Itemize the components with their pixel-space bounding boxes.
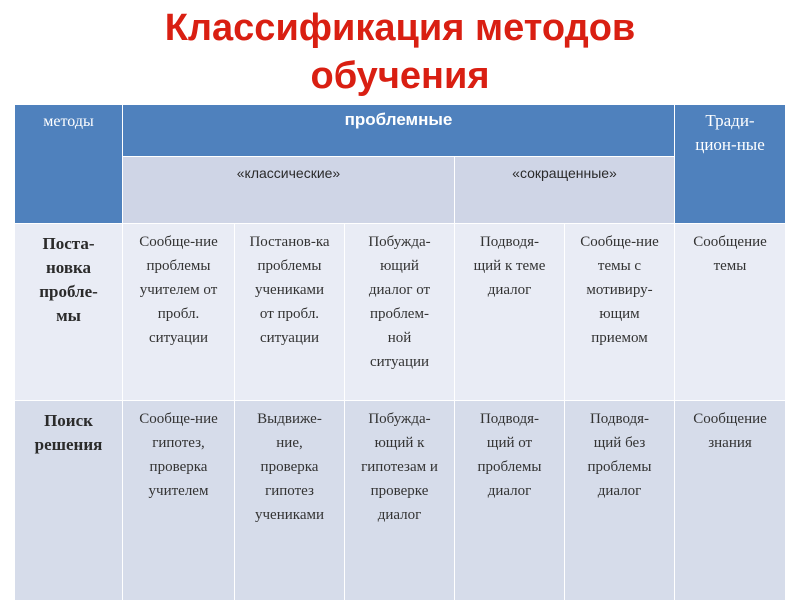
row-label-text: Поиск решения bbox=[34, 411, 103, 454]
cell-text: Побужда- ющий диалог от проблем- ной ситуации bbox=[368, 234, 431, 370]
row-label bbox=[15, 401, 123, 600]
table-cell bbox=[565, 224, 675, 401]
table-cell bbox=[345, 401, 455, 600]
cell-text: Подводя- щий без проблемы диалог bbox=[587, 411, 652, 499]
table-cell bbox=[123, 224, 235, 401]
title-line-2: обучения bbox=[310, 55, 490, 97]
cell-text: Сообщение темы bbox=[693, 234, 767, 274]
title-line-1: Классификация методов bbox=[164, 7, 636, 49]
table-row bbox=[15, 401, 786, 600]
row-label-text: Поста- новка пробле- мы bbox=[39, 234, 98, 325]
cell-text: Подводя- щий от проблемы диалог bbox=[477, 411, 542, 499]
subheader-short: «сокращенные» bbox=[455, 157, 675, 224]
table-cell bbox=[345, 224, 455, 401]
cell-text: Побужда- ющий к гипотезам и проверке диалог bbox=[361, 411, 438, 523]
header-row bbox=[15, 105, 786, 157]
table-cell bbox=[235, 401, 345, 600]
table-row bbox=[15, 224, 786, 401]
header-traditional-text: Тради- цион-ные bbox=[695, 111, 765, 154]
header-traditional bbox=[675, 105, 786, 224]
cell-text: Сообще-ние проблемы учителем от пробл. ситуации bbox=[139, 234, 218, 346]
subheader-row bbox=[15, 157, 786, 224]
table-cell bbox=[565, 401, 675, 600]
slide-title bbox=[0, 0, 800, 100]
table-cell bbox=[675, 401, 786, 600]
table-cell bbox=[455, 401, 565, 600]
cell-text: Сообще-ние гипотез, проверка учителем bbox=[139, 411, 218, 499]
cell-text: Постанов-ка проблемы учениками от пробл. ситуации bbox=[249, 234, 330, 346]
table-cell bbox=[123, 401, 235, 600]
table-cell bbox=[455, 224, 565, 401]
methods-table bbox=[14, 104, 786, 600]
cell-text: Подводя- щий к теме диалог bbox=[473, 234, 546, 298]
subheader-classic: «классические» bbox=[123, 157, 455, 224]
table-cell bbox=[675, 224, 786, 401]
cell-text: Сообще-ние темы с мотивиру- ющим приемом bbox=[580, 234, 659, 346]
header-problem: проблемные bbox=[123, 105, 675, 157]
cell-text: Выдвиже- ние, проверка гипотез учениками bbox=[255, 411, 324, 523]
header-methods: методы bbox=[15, 105, 123, 224]
cell-text: Сообщение знания bbox=[693, 411, 767, 451]
table-cell bbox=[235, 224, 345, 401]
row-label bbox=[15, 224, 123, 401]
